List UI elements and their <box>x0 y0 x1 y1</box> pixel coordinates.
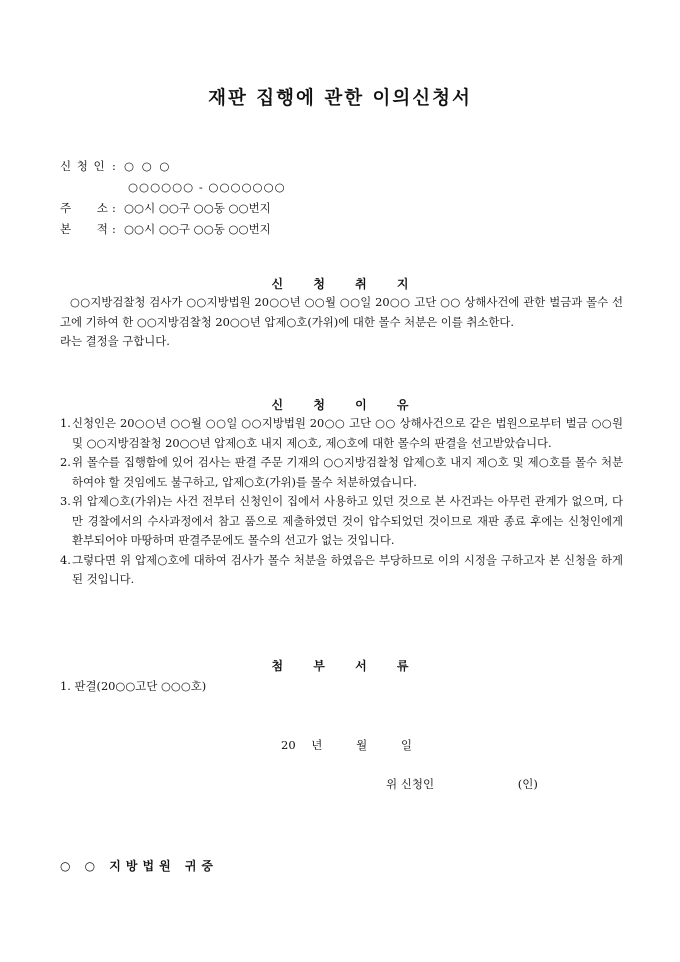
resident-number-row <box>60 176 286 197</box>
purpose-conclusion: 라는 결정을 구합니다. <box>60 334 170 348</box>
reason-item <box>60 414 623 453</box>
reason-text: 그렇다면 위 압제○호에 대하여 검사가 몰수 처분을 하였음은 부당하므로 이의 시정을 구하고자 본 신청을 하게 된 것입니다. <box>72 552 623 586</box>
applicant-name: ○ ○ ○ <box>124 158 172 173</box>
attachments-section <box>60 677 623 697</box>
purpose-paragraph: ○○지방검찰청 검사가 ○○지방법원 20○○년 ○○월 ○○일 20○○ 고단 ○○ 상해사건에 관한 벌금과 몰수 선고에 기하여 한 ○○지방검찰청 20○○년 압제○호(가위)에 대한 몰수 처분은 이를 취소한다. <box>60 295 623 329</box>
date-year: 20 <box>281 738 296 752</box>
resident-number: ○○○○○○ - ○○○○○○○ <box>128 179 286 194</box>
document-title: 재판 집행에 관한 이의신청서 <box>208 88 472 109</box>
date-month-unit: 월 <box>356 738 368 752</box>
attachment-item: 1. 판결(20○○고단 ○○○호) <box>60 679 207 693</box>
address-label: 주 소 <box>60 200 108 215</box>
colon: : <box>112 221 116 236</box>
domicile-value: ○○시 ○○구 ○○동 ○○번지 <box>124 221 271 236</box>
court-addressee: ○ ○ 지방법원 귀중 <box>60 859 219 873</box>
reason-number: 1. <box>60 416 71 430</box>
colon: : <box>112 200 116 215</box>
seal-mark: (인) <box>517 777 538 791</box>
attachments-heading: 첨 부 서 류 <box>271 659 409 673</box>
purpose-section <box>60 293 623 352</box>
date-year-unit: 년 <box>311 738 323 752</box>
reason-text: 위 압제○호(가위)는 사건 전부터 신청인이 집에서 사용하고 있던 것으로 본 사건과는 아무런 관계가 없으며, 다만 경찰에서의 수사과정에서 참고 품으로 제출하였던 것이 압수되었던 것이므로 재판 종료 후에는 신청인에게 환부되어야 마땅하며 판결주문에도 몰수의 선고가 없는 것입니다. <box>72 494 623 547</box>
signature-label: 위 신청인 <box>386 777 435 791</box>
reasons-list <box>60 414 623 590</box>
reasons-heading: 신 청 이 유 <box>271 398 409 412</box>
reason-number: 2. <box>60 455 71 469</box>
reason-number: 3. <box>60 494 71 508</box>
filing-date <box>281 737 412 753</box>
purpose-heading: 신 청 취 지 <box>271 277 409 291</box>
reason-text: 신청인은 20○○년 ○○월 ○○일 ○○지방법원 20○○ 고단 ○○ 상해사건으로 같은 법원으로부터 벌금 ○○원 및 ○○지방검찰청 20○○년 압제○호 내지 제○호, 제○호에 대한 몰수의 판결을 선고받았습니다. <box>72 416 623 450</box>
applicant-info <box>60 155 286 239</box>
reasons-section <box>60 414 623 590</box>
reason-item <box>60 492 623 551</box>
signature-line <box>386 776 538 792</box>
date-day-unit: 일 <box>400 738 412 752</box>
address-value: ○○시 ○○구 ○○동 ○○번지 <box>124 200 271 215</box>
address-row <box>60 197 286 218</box>
domicile-label: 본 적 <box>60 221 108 236</box>
colon: : <box>112 158 116 173</box>
applicant-name-label: 신 청 인 <box>60 158 106 173</box>
reason-number: 4. <box>60 552 71 567</box>
applicant-name-row <box>60 155 286 176</box>
reason-text: 위 몰수를 집행함에 있어 검사는 판결 주문 기재의 ○○지방검찰청 압제○호 내지 제○호 및 제○호를 몰수 처분하여야 할 것임에도 불구하고, 압제○호(가위)를 몰수 처분하였습니다. <box>72 455 623 489</box>
domicile-row <box>60 218 286 239</box>
reason-item <box>60 551 623 590</box>
reason-item <box>60 453 623 492</box>
